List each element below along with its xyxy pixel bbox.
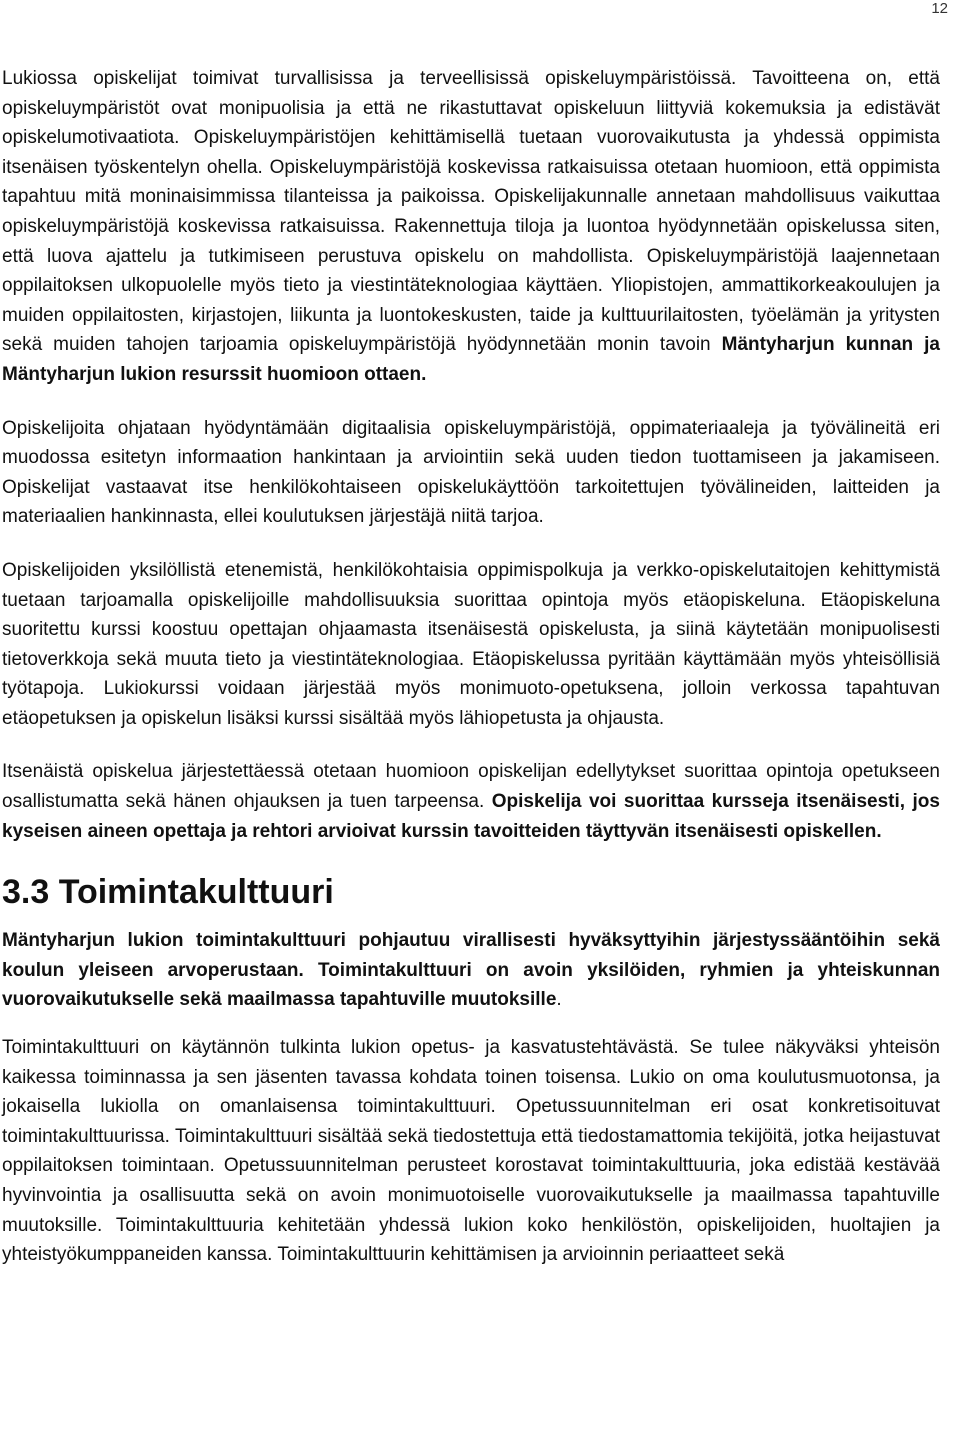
paragraph-independent-study bbox=[2, 757, 940, 846]
paragraph-distance-learning: Opiskelijoiden yksilöllistä etenemistä, henkilökohtaisia oppimispolkuja ja verkko-opiskelutaitojen kehittymistä tuetaan tarjoamalla opiskelijoille mahdollisuuksia suorittaa opintoja myös etäopiskeluna. Etäopiskeluna suoritettu kurssi koostuu opettajan ohjaamasta itsenäisestä opiskelusta, ja siinä käytetään monipuolisesti tietoverkkoja sekä muuta tieto ja viestintäteknologiaa. Etäopiskelussa pyritään käyttämään myös yhteisöllisiä työtapoja. Lukiokurssi voidaan järjestää myös monimuoto-opetuksena, jolloin verkossa tapahtuvan etäopetuksen ja opiskelun lisäksi kurssi sisältää myös lähiopetusta ja ohjausta. bbox=[2, 559, 940, 729]
paragraph-text: . bbox=[556, 989, 562, 1011]
page-number: 12 bbox=[931, 0, 948, 17]
document-body bbox=[2, 64, 940, 1270]
section-heading: 3.3 Toimintakulttuuri bbox=[2, 873, 334, 912]
paragraph-text: Itsenäistä opiskelua järjestettäessä otetaan huomioon opiskelijan edellytykset suorittaa opintoja opetukseen osallistumatta sekä hänen ohjauksen ja tuen tarpeensa. bbox=[2, 761, 940, 813]
paragraph-bold-text: Mäntyharjun lukion toimintakulttuuri pohjautuu virallisesti hyväksyttyihin järjestyssääntöihin sekä koulun yleiseen arvoperustaan. Toimintakulttuuri on avoin yksilöiden, ryhmien ja yhteiskunnan vuorovaikutukselle sekä maailmassa tapahtuville muutoksille bbox=[2, 930, 940, 1011]
paragraph-digital-environments: Opiskelijoita ohjataan hyödyntämään digitaalisia opiskeluympäristöjä, oppimateriaaleja ja työvälineitä eri muodossa esitetyn informaation hankintaan ja arviointiin sekä uuden tiedon tuottamiseen ja jakamiseen. Opiskelijat vastaavat itse henkilökohtaiseen opiskelukäyttöön tarkoitettujen työvälineiden, laitteiden ja materiaalien hankinnasta, ellei koulutuksen järjestäjä niitä tarjoa. bbox=[2, 417, 940, 528]
paragraph-culture-body: Toimintakulttuuri on käytännön tulkinta lukion opetus- ja kasvatustehtävästä. Se tulee näkyväksi yhteisön kaikessa toiminnassa ja sen jäsenten tavassa kohdata toinen toisensa. Lukio on oma koulutusmuotonsa, ja jokaisella lukiolla on omanlaisensa toimintakulttuuri. Opetussuunnitelman eri osat konkretisoituvat toimintakulttuurissa. Toimintakulttuuri sisältää sekä tiedostettuja että tiedostamattomia tekijöitä, jotka heijastuvat oppilaitoksen toimintaan. Opetussuunnitelman perusteet korostavat toimintakulttuuria, joka edistää kestävää hyvinvointia ja osallisuutta sekä on avoin monimuotoiselle vuorovaikutukselle ja maailmassa tapahtuville muutoksille. Toimintakulttuuria kehitetään yhdessä lukion koko henkilöstön, opiskelijoiden, huoltajien ja yhteistyökumppaneiden kanssa. Toimintakulttuurin kehittämisen ja arvioinnin periaatteet sekä bbox=[2, 1037, 940, 1266]
paragraph-bold-text: Opiskelija voi suorittaa kursseja itsenäisesti, jos kyseisen aineen opettaja ja rehtori arvioivat kurssin tavoitteiden täyttyvän itsenäisesti opiskellen. bbox=[2, 791, 940, 842]
paragraph-text: Lukiossa opiskelijat toimivat turvallisissa ja terveellisissä opiskeluympäristöissä. Tavoitteena on, että opiskeluympäristöt ovat monipuolisia ja että ne rikastuttavat opiskeluun liittyviä kokemuksia ja edistävät opiskelumotivaatiota. Opiskeluympäristöjen kehittämisellä tuetaan vuorovaikutusta ja yhdessä oppimista itsenäisen työskentelyn ohella. Opiskeluympäristöjä koskevissa ratkaisuissa otetaan huomioon, että oppimista tapahtuu mitä moninaisimmissa tilanteissa ja paikoissa. Opiskelijakunnalle annetaan mahdollisuus vaikuttaa opiskeluympäristöjä koskevissa ratkaisuissa. Rakennettuja tiloja ja luontoa hyödynnetään opiskelussa siten, että luova ajattelu ja tutkimiseen perustuva opiskelu on mahdollista. Opiskeluympäristöjä laajennetaan oppilaitoksen ulkopuolelle myös tieto ja viestintäteknologiaa käyttäen. Yliopistojen, ammattikorkeakoulujen ja muiden oppilaitosten, kirjastojen, liikunta ja luontokeskusten, taide ja kulttuurilaitosten, työelämän ja yritysten sekä muiden tahojen tarjoamia opiskeluympäristöjä hyödynnetään monin tavoin bbox=[2, 68, 940, 356]
paragraph-bold-text: Mäntyharjun kunnan ja Mäntyharjun lukion resurssit huomioon ottaen. bbox=[2, 334, 941, 385]
paragraph-culture-intro bbox=[2, 926, 940, 1015]
paragraph-learning-environments bbox=[2, 64, 940, 390]
